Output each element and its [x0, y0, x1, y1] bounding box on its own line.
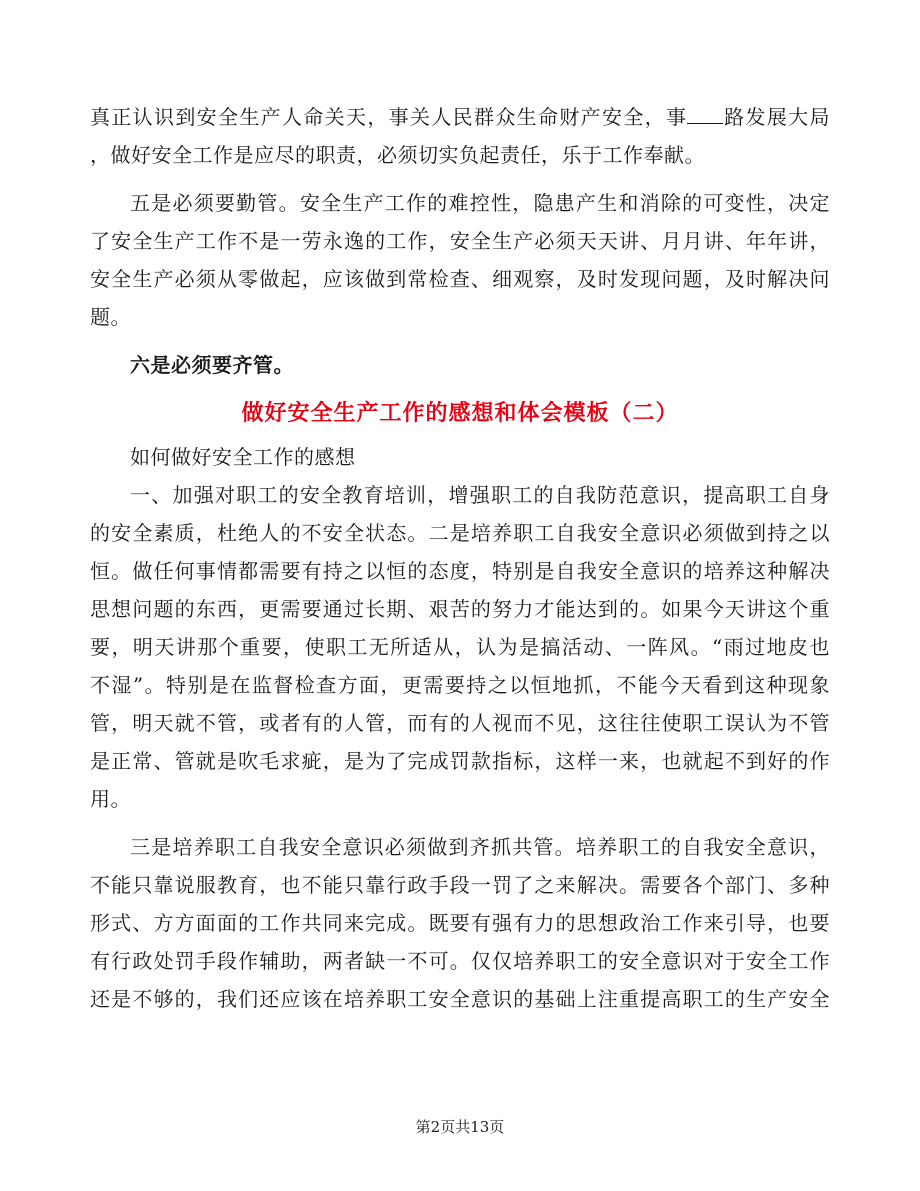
paragraph-line: 有行政处罚手段作辅助，两者缺一不可。仅仅培养职工的安全意识对于安全工作: [90, 949, 830, 973]
paragraph-line: 还是不够的，我们还应该在培养职工安全意识的基础上注重提高职工的生产安全: [90, 987, 830, 1011]
paragraph-line: 要，明天讲那个重要，使职工无所适从，认为是搞活动、一阵风。“雨过地皮也: [90, 635, 830, 659]
paragraph-line: 的安全素质，杜绝人的不安全状态。二是培养职工自我安全意识必须做到持之以: [90, 521, 830, 545]
paragraph-five: [90, 184, 830, 336]
paragraph-line: ，做好安全工作是应尽的职责，必须切实负起责任，乐于工作奉献。: [90, 143, 705, 167]
paragraph-six: 六是必须要齐管。: [130, 353, 294, 377]
paragraph-line: 用。: [90, 787, 131, 811]
paragraph-three: [90, 828, 830, 1018]
paragraph-line: 管，明天就不管，或者有的人管，而有的人视而不见，这往往使职工误认为不管: [90, 711, 830, 735]
subtitle: 如何做好安全工作的感想: [130, 445, 356, 469]
document-body: [90, 98, 830, 1018]
text-segment: 真正认识到安全生产人命关天，事关人民群众生命财产安全，事: [90, 105, 688, 129]
paragraph-line: 一、加强对职工的安全教育培训，增强职工的自我防范意识，提高职工自身: [130, 483, 830, 507]
paragraph-line: 形式、方方面面的工作共同来完成。既要有强有力的思想政治工作来引导，也要: [90, 911, 830, 935]
paragraph-line: 不能只靠说服教育，也不能只靠行政手段一罚了之来解决。需要各个部门、多种: [90, 873, 830, 897]
paragraph-line: 题。: [90, 305, 131, 329]
fill-blank: [687, 105, 723, 124]
paragraph-one: [90, 476, 830, 818]
section-title: 做好安全生产工作的感想和体会模板（二）: [241, 400, 679, 426]
paragraph-line: 三是培养职工自我安全意识必须做到齐抓共管。培养职工的自我安全意识，: [130, 835, 830, 859]
text-segment: 路发展大局: [723, 105, 831, 129]
paragraph-line: 五是必须要勤管。安全生产工作的难控性，隐患产生和消除的可变性，决定: [130, 191, 830, 215]
paragraph-line: 思想问题的东西，更需要通过长期、艰苦的努力才能达到的。如果今天讲这个重: [90, 597, 830, 621]
paragraph-line: 安全生产必须从零做起，应该做到常检查、细观察，及时发现问题，及时解决问: [90, 267, 830, 291]
paragraph-line: 了安全生产工作不是一劳永逸的工作，安全生产必须天天讲、月月讲、年年讲，: [90, 229, 830, 253]
paragraph-line: [90, 98, 830, 136]
paragraph-line: 是正常、管就是吹毛求疵，是为了完成罚款指标，这样一来，也就起不到好的作: [90, 749, 830, 773]
page-number: 第2页共13页: [415, 1118, 505, 1136]
paragraph-line: 恒。做任何事情都需要有持之以恒的态度，特别是自我安全意识的培养这种解决: [90, 559, 830, 583]
paragraph-line: 不湿”。特别是在监督检查方面，更需要持之以恒地抓，不能今天看到这种现象: [90, 673, 830, 697]
